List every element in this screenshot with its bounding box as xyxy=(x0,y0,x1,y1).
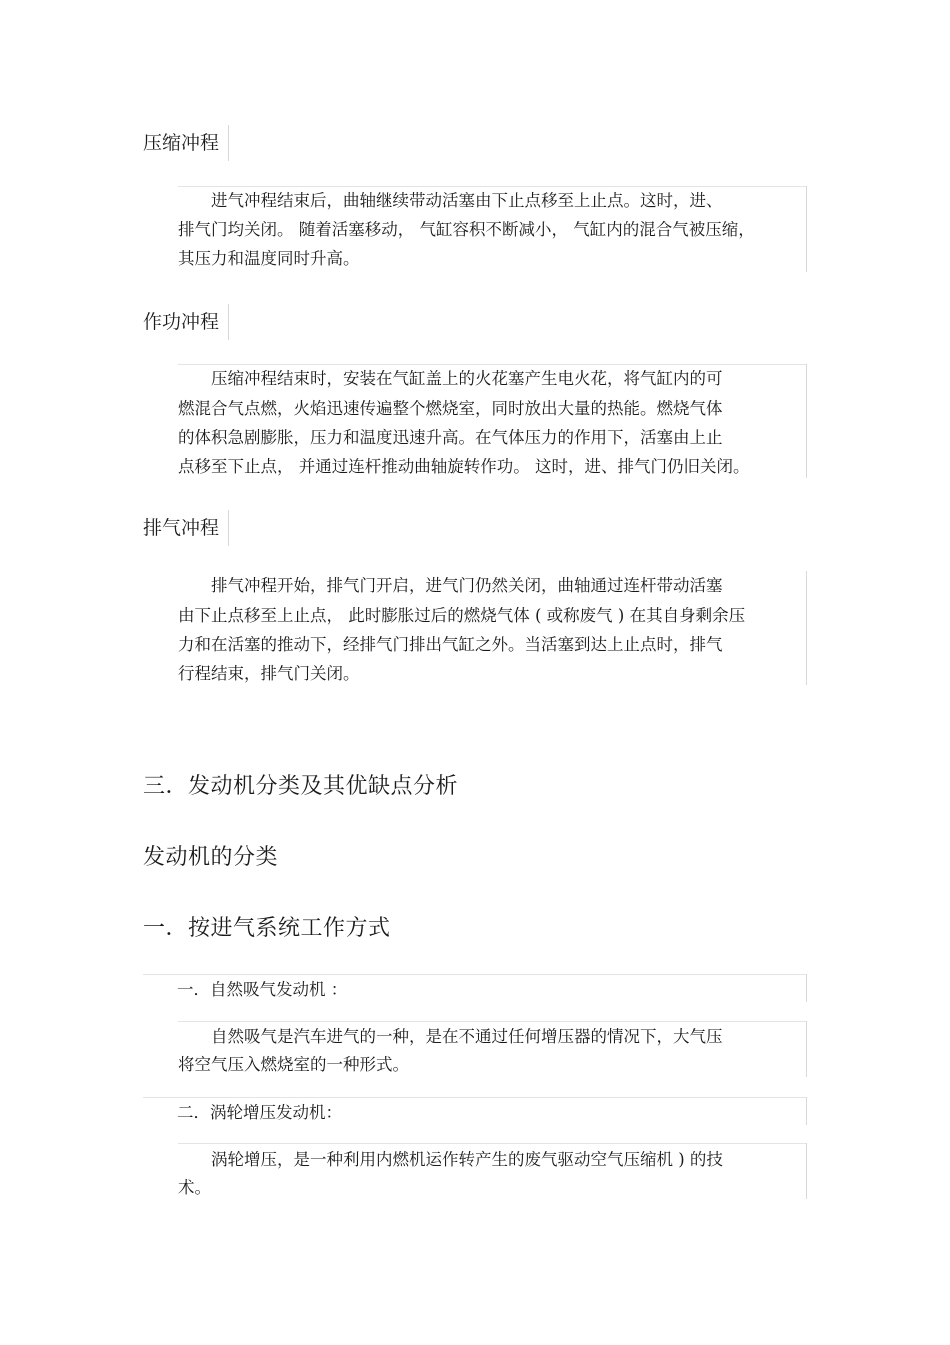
paragraph-compression-stroke xyxy=(178,186,807,272)
item-label: 二．涡轮增压发动机： xyxy=(177,1103,342,1122)
paragraph-line: 点移至下止点， 并通过连杆推动曲轴旋转作功。 这时，进、排气门仍旧关闭。 xyxy=(178,457,750,476)
item-turbo-label xyxy=(143,1097,807,1125)
heading-power-stroke xyxy=(143,310,229,346)
paragraph-line: 由下止点移至上止点， 此时膨胀过后的燃烧气体 ( 或称废气 ) 在其自身剩余压 xyxy=(178,606,746,625)
divider xyxy=(178,1021,807,1022)
heading-part3: 三．发动机分类及其优缺点分析 xyxy=(143,774,459,799)
heading-compression-stroke-text: 压缩冲程 xyxy=(143,132,220,154)
heading-compression-stroke xyxy=(143,131,229,167)
paragraph-line: 术。 xyxy=(178,1178,211,1197)
divider xyxy=(806,1097,807,1125)
paragraph-natural-aspiration xyxy=(178,1021,807,1077)
heading-exhaust-stroke xyxy=(143,516,229,552)
paragraph-line: 涡轮增压，是一种利用内燃机运作转产生的废气驱动空气压缩机 ) 的技 xyxy=(211,1150,723,1169)
divider xyxy=(228,125,229,161)
paragraph-line: 自然吸气是汽车进气的一种，是在不通过任何增压器的情况下，大气压 xyxy=(211,1027,723,1046)
divider xyxy=(228,304,229,340)
paragraph-exhaust-stroke xyxy=(178,571,807,685)
paragraph-line: 燃混合气点燃，火焰迅速传遍整个燃烧室，同时放出大量的热能。燃烧气体 xyxy=(178,399,723,418)
heading-power-stroke-text: 作功冲程 xyxy=(143,311,220,333)
divider xyxy=(178,1143,807,1144)
item-natural-aspiration-label xyxy=(143,974,807,1002)
paragraph-line: 排气冲程开始，排气门开启，进气门仍然关闭，曲轴通过连杆带动活塞 xyxy=(211,576,723,595)
paragraph-line: 排气门均关闭。 随着活塞移动， 气缸容积不断减小， 气缸内的混合气被压缩， xyxy=(178,220,755,239)
divider xyxy=(806,1143,807,1199)
divider xyxy=(806,1021,807,1077)
paragraph-line: 的体积急剧膨胀，压力和温度迅速升高。在气体压力的作用下，活塞由上止 xyxy=(178,428,723,447)
paragraph-turbo xyxy=(178,1143,807,1199)
divider xyxy=(806,974,807,1002)
heading-by-intake: 一．按进气系统工作方式 xyxy=(143,916,391,941)
divider xyxy=(806,186,807,272)
paragraph-power-stroke xyxy=(178,364,807,478)
divider xyxy=(143,1097,807,1098)
paragraph-line: 力和在活塞的推动下，经排气门排出气缸之外。当活塞到达上止点时，排气 xyxy=(178,635,723,654)
paragraph-line: 其压力和温度同时升高。 xyxy=(178,249,360,268)
divider xyxy=(806,364,807,478)
paragraph-line: 进气冲程结束后，曲轴继续带动活塞由下止点移至上止点。这时，进、 xyxy=(211,191,723,210)
paragraph-line: 压缩冲程结束时，安装在气缸盖上的火花塞产生电火花，将气缸内的可 xyxy=(211,369,723,388)
paragraph-line: 将空气压入燃烧室的一种形式。 xyxy=(178,1055,409,1074)
item-label: 一．自然吸气发动机 ： xyxy=(177,980,348,999)
divider xyxy=(143,974,807,975)
divider xyxy=(806,571,807,685)
heading-exhaust-stroke-text: 排气冲程 xyxy=(143,517,220,539)
paragraph-line: 行程结束，排气门关闭。 xyxy=(178,664,360,683)
heading-classification: 发动机的分类 xyxy=(143,845,279,870)
divider xyxy=(228,510,229,546)
